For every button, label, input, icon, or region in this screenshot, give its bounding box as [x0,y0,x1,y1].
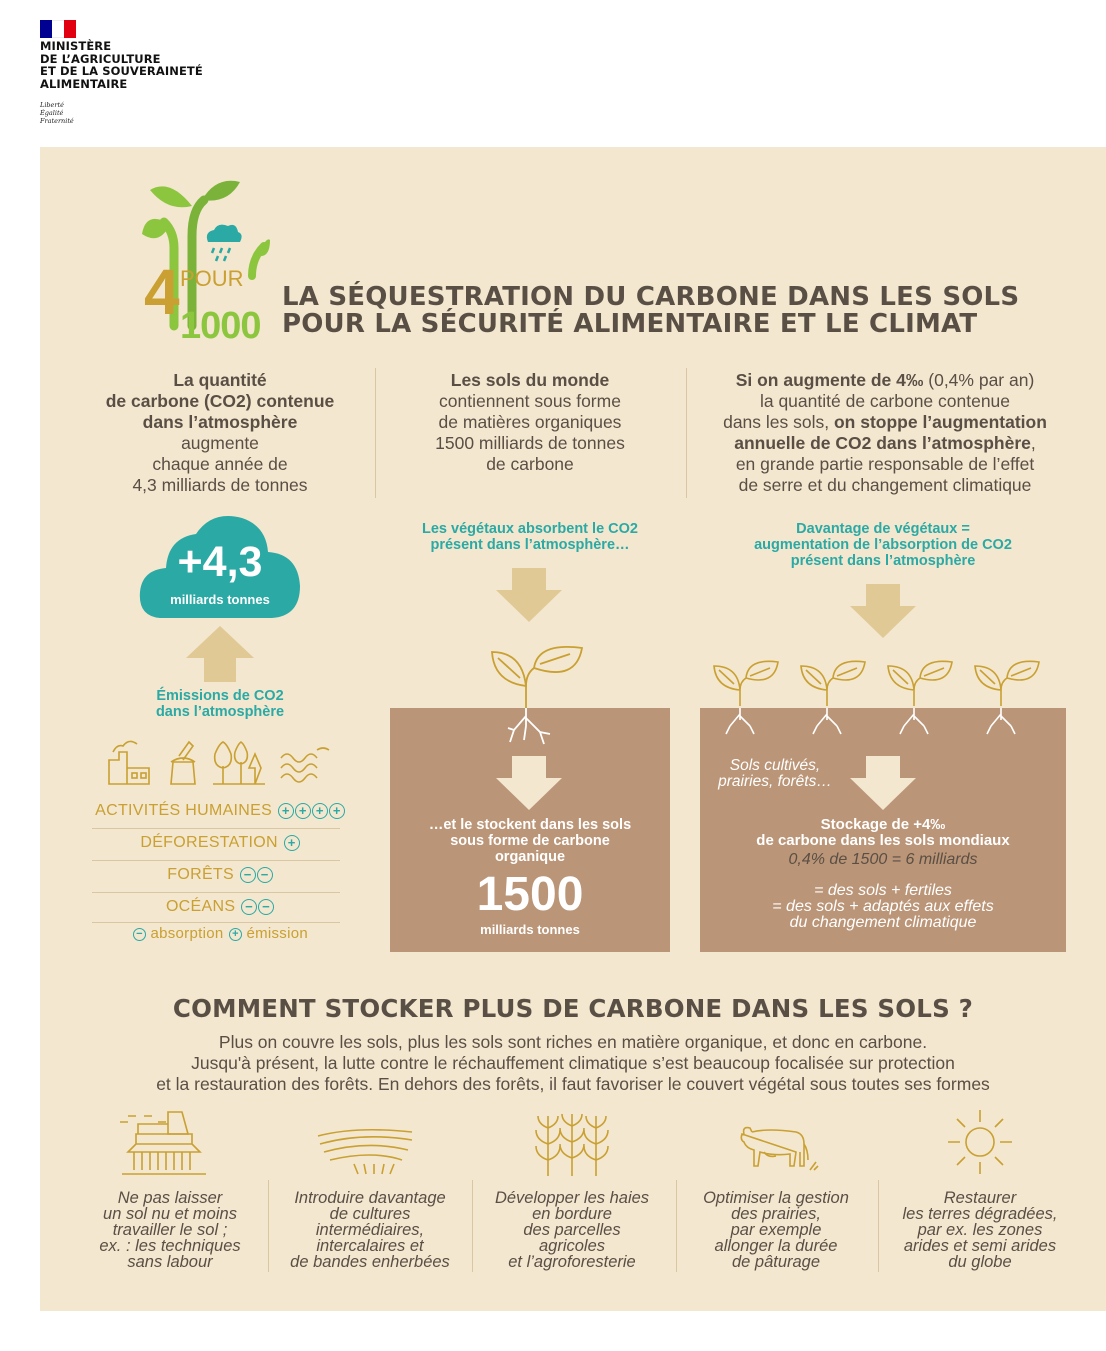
col2-intro: Les sols du monde contiennent sous forme de matières organiques 1500 milliards de tonnes de carbone [435,370,625,474]
arrow-down-icon [850,584,916,638]
cow-icon [738,1122,822,1178]
tractor-icon [118,1108,210,1178]
col3-teal-caption: Davantage de végétaux = augmentation de l’absorption de CO2 présent dans l’atmosphère [754,521,1012,569]
field-icon [316,1122,416,1178]
row-deforestation: DÉFORESTATION + [80,834,360,852]
row-human-activities: ACTIVITÉS HUMAINES + + + + [80,802,360,820]
4pour1000-logo-icon [140,176,272,342]
action-divider [878,1180,879,1272]
plants-row-icon [712,650,1062,742]
plant-icon [486,630,590,752]
action-caption-1: Ne pas laisser un sol nu et moins travailler le sol ; ex. : les techniques sans labour [99,1189,241,1271]
section2-paragraph: Plus on couvre les sols, plus les sols sont riches en matière organique, et donc en carbone. Jusqu'à présent, la lutte contre le réchauffement climatique s’est beaucoup focalisée sur protection et la restauration des forêts. En dehors des forêts, il faut favoriser le couvert végétal sous toutes ses formes [156,1032,990,1094]
arrow-down-icon [496,756,562,810]
col3-store-caption: Stockage de +4‰ de carbone dans les sols mondiaux [756,816,1010,849]
svg-text:4: 4 [144,256,180,328]
action-caption-3: Développer les haies en bordure des parcelles agricoles et l’agroforesterie [494,1189,650,1271]
page-title: LA SÉQUESTRATION DU CARBONE DANS LES SOLS POUR LA SÉCURITÉ ALIMENTAIRE ET LE CLIMAT [282,282,1020,339]
sun-icon [944,1108,1016,1178]
republic-motto: Liberté Égalité Fraternité [40,101,74,125]
storage-calculation: 0,4% de 1500 = 6 milliards [788,851,978,868]
legend: − absorption + émission [80,925,360,942]
action-caption-2: Introduire davantage de cultures intermédiaires, intercalaires et de bandes enherbées [290,1189,450,1271]
arrow-down-icon [496,568,562,622]
svg-text:POUR: POUR [180,266,244,291]
emissions-label: Émissions de CO2 dans l’atmosphère [155,688,285,720]
action-divider [268,1180,269,1272]
row-oceans: OCÉANS − − [80,898,360,916]
soil-types-label: Sols cultivés, prairies, forêts… [718,757,832,790]
marianne-flag-icon [40,20,76,38]
col2-store-caption: …et le stockent dans les sols sous forme de carbone organique [428,817,632,865]
col2-teal-caption: Les végétaux absorbent le CO2 présent dans l’atmosphère… [422,521,638,553]
ministry-name: MINISTÈRE DE L’AGRICULTURE ET DE LA SOUVERAINETÉ ALIMENTAIRE [40,39,203,91]
hedge-icon [530,1108,614,1178]
cloud-value: +4,3 [177,538,263,586]
arrow-up-icon [186,626,254,682]
svg-text:1000: 1000 [180,305,261,342]
storage-benefits: = des sols + fertiles = des sols + adaptés aux effets du changement climatique [772,882,994,931]
row-forests: FORÊTS − − [80,866,360,884]
soil-carbon-unit: milliards tonnes [480,922,580,937]
column-divider [375,368,376,498]
action-caption-5: Restaurer les terres dégradées, par ex. les zones arides et semi arides du globe [902,1189,1058,1271]
section2-title: COMMENT STOCKER PLUS DE CARBONE DANS LES SOLS ? [172,994,974,1023]
cloud-unit: milliards tonnes [170,592,270,607]
soil-carbon-value: 1500 [476,868,584,921]
arrow-down-icon [850,756,916,810]
col3-intro: Si on augmente de 4‰ (0,4% par an) la quantité de carbone contenue dans les sols, on stoppe l’augmentation annuelle de CO2 dans l’atmosphère, en grande partie responsable de l’effet de serre et du changement climatique [723,370,1047,495]
action-caption-4: Optimiser la gestion des prairies, par exemple allonger la durée de pâturage [703,1189,849,1271]
emission-sources-icons [105,738,341,788]
column-divider [686,368,687,498]
col1-intro: La quantité de carbone (CO2) contenue dans l’atmosphère augmente chaque année de 4,3 milliards de tonnes [105,370,335,495]
